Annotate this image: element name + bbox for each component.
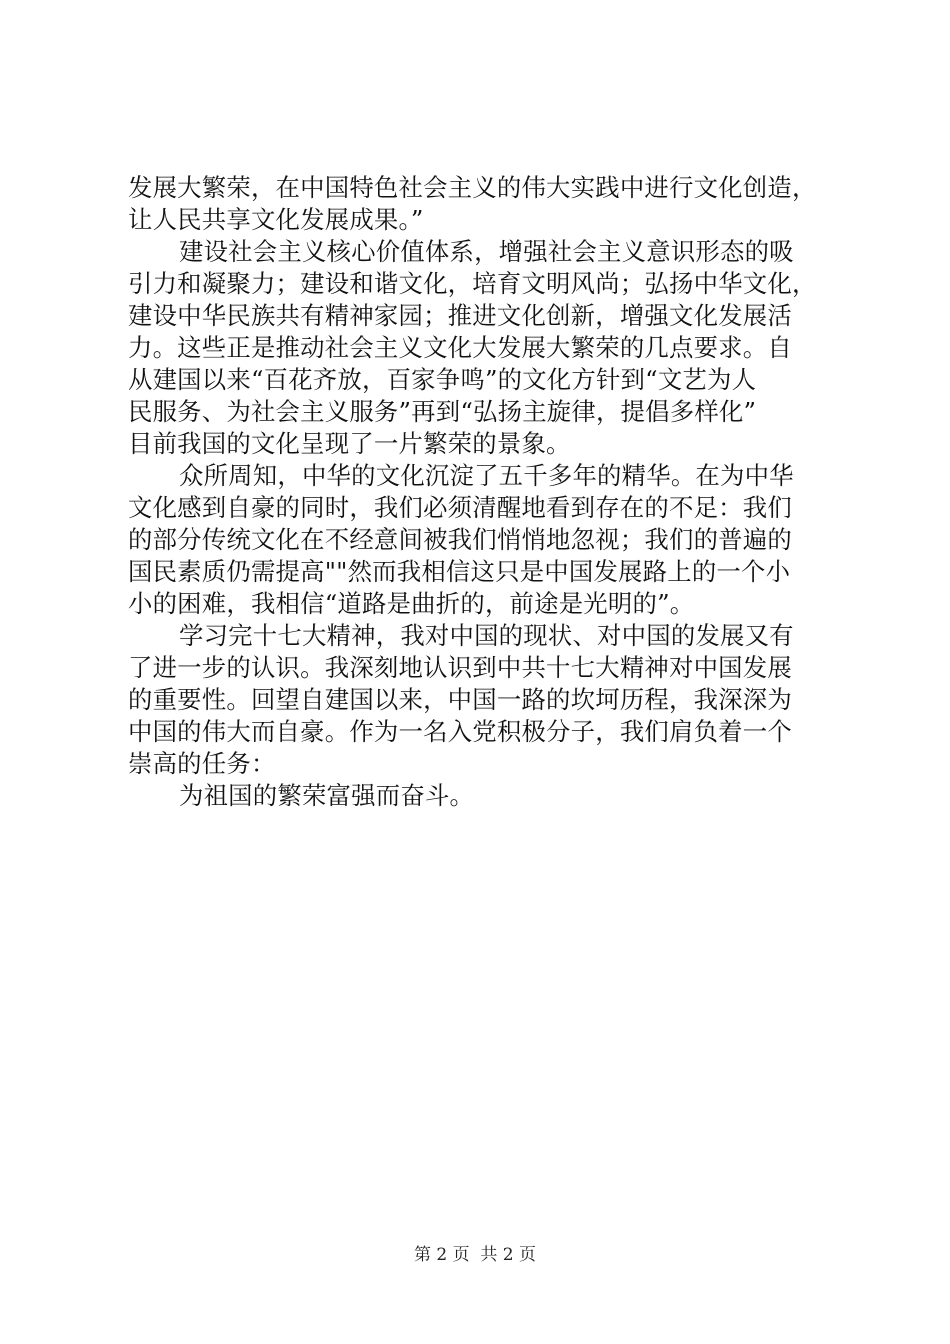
paragraph-line: 文化感到自豪的同时，我们必须清醒地看到存在的不足：我们 [128,493,792,522]
paragraph [128,236,840,460]
paragraph-line: 崇高的任务： [128,749,276,778]
paragraph-line: 让人民共享文化发展成果。” [128,205,424,234]
paragraph-line: 为祖国的繁荣富强而奋斗。 [179,781,475,810]
paragraph-line: 中国的伟大而自豪。作为一名入党积极分子，我们肩负着一个 [128,717,792,746]
paragraph-line: 的重要性。回望自建国以来，中国一路的坎坷历程，我深深为 [128,685,792,714]
paragraph-line: 从建国以来“百花齐放，百家争鸣”的文化方针到“文艺为人 [128,365,757,394]
paragraph-line: 建设社会主义核心价值体系，增强社会主义意识形态的吸 [179,237,794,266]
paragraph-line: 发展大繁荣，在中国特色社会主义的伟大实践中进行文化创造， [128,173,817,202]
paragraph-line: 建设中华民族共有精神家园；推进文化创新，增强文化发展活 [128,301,792,330]
paragraph-line: 的部分传统文化在不经意间被我们悄悄地忽视；我们的普遍的 [128,525,792,554]
paragraph [128,780,840,812]
document-body [128,172,840,812]
paragraph-line: 学习完十七大精神，我对中国的现状、对中国的发展又有 [179,621,794,650]
paragraph-line: 众所周知，中华的文化沉淀了五千多年的精华。在为中华 [179,461,794,490]
paragraph-line: 了进一步的认识。我深刻地认识到中共十七大精神对中国发展 [128,653,792,682]
paragraph [128,460,840,620]
paragraph-line: 力。这些正是推动社会主义文化大发展大繁荣的几点要求。自 [128,333,792,362]
paragraph-line: 国民素质仍需提高""然而我相信这只是中国发展路上的一个小 [128,557,791,586]
paragraph-line: 引力和凝聚力；建设和谐文化，培育文明风尚；弘扬中华文化， [128,269,817,298]
page-footer: 第 2 页 共 2 页 [413,1245,537,1265]
paragraph-line: 民服务、为社会主义服务”再到“弘扬主旋律，提倡多样化” [128,397,757,426]
paragraph-line: 目前我国的文化呈现了一片繁荣的景象。 [128,429,571,458]
paragraph [128,620,840,780]
paragraph [128,172,840,236]
paragraph-line: 小的困难，我相信“道路是曲折的，前途是光明的”。 [128,589,695,618]
